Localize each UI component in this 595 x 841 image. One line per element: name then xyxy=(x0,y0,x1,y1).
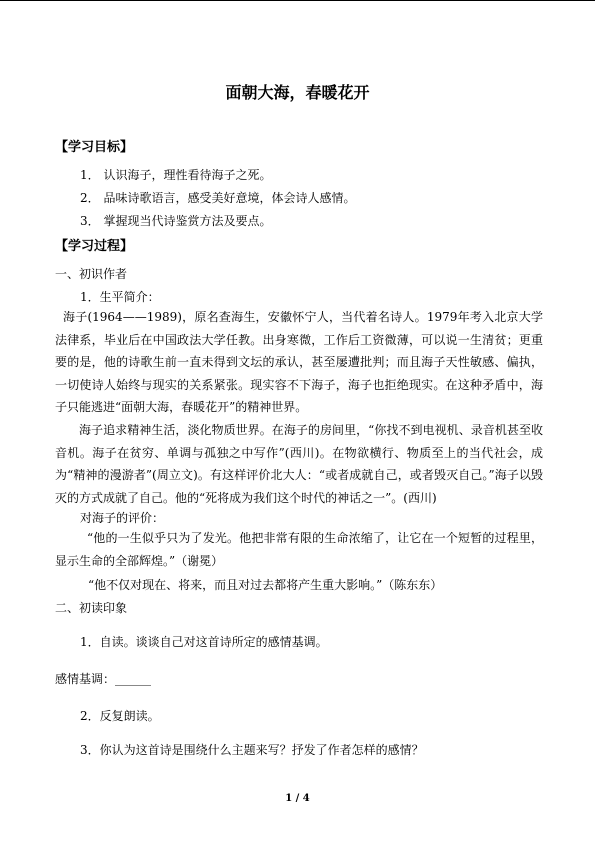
goals-heading: 【学习目标】 xyxy=(55,140,134,155)
process-heading: 【学习过程】 xyxy=(55,239,134,254)
header-rule xyxy=(0,0,595,1)
bio-subheading: 1．生平简介： xyxy=(80,290,160,304)
bio-paragraph-2: 海子追求精神生活，淡化物质世界。在海子的房间里，“你找不到电视机、录音机甚至收音机。海子在贫穷、单调与孤独之中写作”(西川)。在物欲横行、物质至上的当代社会，成为“精神的漫游者”(周立文)。有这样评价北大人：“或者成就自己，或者毁灭自己。”海子以毁灭的方式成就了自己。他的“死将成为我们这个时代的神话之一”。(西川) xyxy=(55,423,543,505)
part1-heading: 一、初识作者 xyxy=(55,267,128,281)
eval-quote-2: “他不仅对现在、将来，而且对过去都将产生重大影响。”（陈东东） xyxy=(88,578,443,592)
question-2: 2．反复朗读。 xyxy=(80,709,160,723)
goal-item-2: 2． 品味诗歌语言，感受美好意境，体会诗人感情。 xyxy=(80,191,356,205)
question-1-answer: 感情基调：______ xyxy=(55,672,152,686)
part2-heading: 二、初读印象 xyxy=(55,601,128,615)
eval-label: 对海子的评价： xyxy=(80,511,165,525)
question-3: 3．你认为这首诗是围绕什么主题来写？抒发了作者怎样的感情？ xyxy=(80,743,424,757)
goal-item-3: 3． 掌握现当代诗鉴赏方法及要点。 xyxy=(80,214,272,228)
goal-item-1: 1． 认识海子，理性看待海子之死。 xyxy=(80,168,272,182)
bio-paragraph: 海子(1964——1989)，原名查海生，安徽怀宁人，当代着名诗人。1979年考入北京大学法律系，毕业后在中国政法大学任教。出身寒微，工作后工资微薄，可以说一生清贫；更重要的是，他的诗歌生前一直未得到文坛的承认，甚至屡遭批判；而且海子天性敏感、偏执，一切使诗人始终与现实的关系紧张。现实容不下海子，海子也拒绝现实。在这种矛盾中，海子只能逃进“面朝大海，春暖花开”的精神世界。 xyxy=(55,310,543,414)
page-title: 面朝大海，春暖花开 xyxy=(225,83,370,102)
page-number: 1 / 4 xyxy=(285,793,310,804)
eval-quote-1: “他的一生似乎只为了发光。他把非常有限的生命浓缩了，让它在一个短暂的过程里，显示生命的全部辉煌。”（谢冕） xyxy=(55,531,543,568)
question-1: 1．自读。谈谈自己对这首诗所定的感情基调。 xyxy=(80,635,328,649)
